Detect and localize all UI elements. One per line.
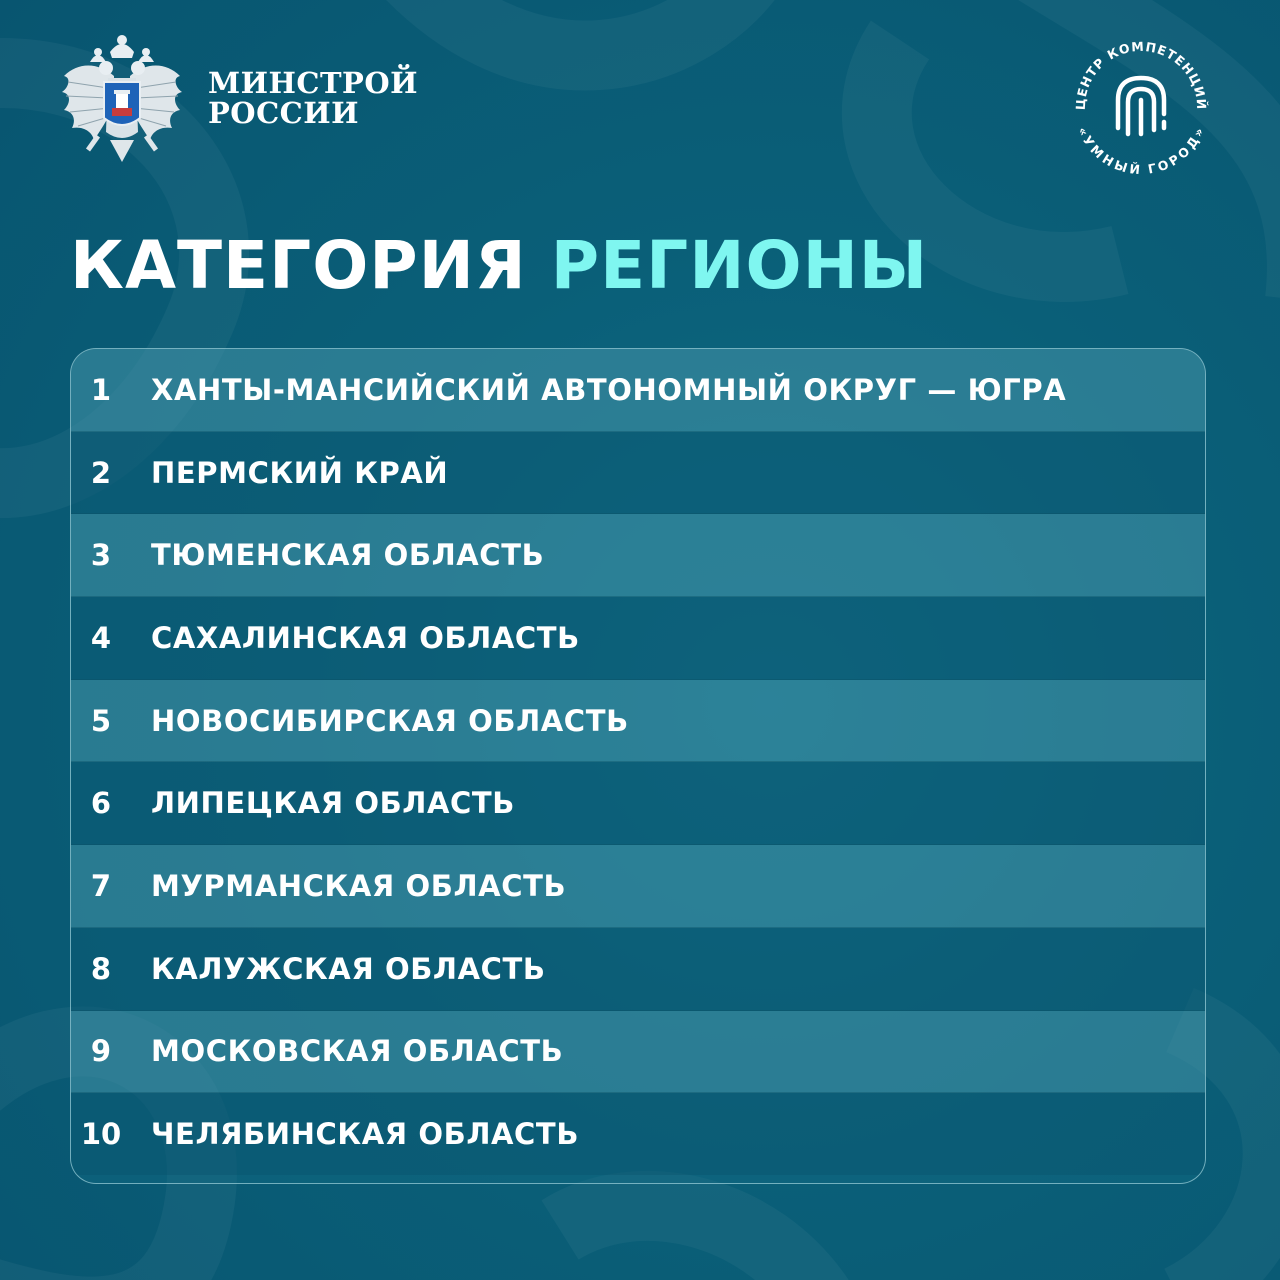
list-item bbox=[71, 845, 1205, 928]
rank-number: 3 bbox=[90, 538, 112, 573]
region-name: МУРМАНСКАЯ ОБЛАСТЬ bbox=[151, 868, 567, 903]
smart-city-fingerprint-icon bbox=[1118, 78, 1164, 134]
list-item bbox=[71, 928, 1205, 1011]
region-name: КАЛУЖСКАЯ ОБЛАСТЬ bbox=[151, 951, 546, 986]
rank-number: 10 bbox=[80, 1117, 122, 1152]
rank-number: 1 bbox=[90, 372, 112, 407]
region-name: НОВОСИБИРСКАЯ ОБЛАСТЬ bbox=[151, 703, 629, 738]
ministry-header bbox=[58, 32, 418, 170]
list-item bbox=[71, 1011, 1205, 1094]
region-name: ПЕРМСКИЙ КРАЙ bbox=[151, 455, 449, 490]
region-name: САХАЛИНСКАЯ ОБЛАСТЬ bbox=[151, 620, 580, 655]
badge-text-top: ЦЕНТР КОМПЕТЕНЦИЙ bbox=[1072, 38, 1210, 111]
rank-number: 9 bbox=[90, 1034, 112, 1069]
region-name: МОСКОВСКАЯ ОБЛАСТЬ bbox=[151, 1034, 564, 1069]
badge-text-bottom: «УМНЫЙ ГОРОД» bbox=[1074, 124, 1208, 178]
region-name: ТЮМЕНСКАЯ ОБЛАСТЬ bbox=[151, 538, 545, 573]
rank-number: 8 bbox=[90, 951, 112, 986]
rank-number: 5 bbox=[90, 703, 112, 738]
region-name: ХАНТЫ-МАНСИЙСКИЙ АВТОНОМНЫЙ ОКРУГ — ЮГРА bbox=[151, 372, 1067, 407]
smart-city-badge bbox=[1068, 34, 1214, 180]
list-item bbox=[71, 349, 1205, 432]
regions-ranking-list bbox=[70, 348, 1206, 1184]
russian-coat-of-arms-icon bbox=[58, 32, 186, 170]
title-word-regions: РЕГИОНЫ bbox=[550, 227, 929, 304]
list-item bbox=[71, 680, 1205, 763]
ministry-name-line1: МИНСТРОЙ bbox=[208, 66, 419, 100]
region-name: ЛИПЕЦКАЯ ОБЛАСТЬ bbox=[151, 786, 515, 821]
region-name: ЧЕЛЯБИНСКАЯ ОБЛАСТЬ bbox=[151, 1117, 580, 1152]
ministry-name bbox=[208, 68, 418, 128]
ministry-name-line2: РОССИИ bbox=[208, 96, 360, 130]
list-item bbox=[71, 762, 1205, 845]
list-item bbox=[71, 597, 1205, 680]
rank-number: 2 bbox=[90, 455, 112, 490]
page-title bbox=[70, 226, 928, 306]
list-item bbox=[71, 514, 1205, 597]
rank-number: 4 bbox=[90, 620, 112, 655]
list-item bbox=[71, 432, 1205, 515]
title-word-category: КАТЕГОРИЯ bbox=[70, 227, 527, 304]
rank-number: 7 bbox=[90, 868, 112, 903]
rank-number: 6 bbox=[90, 786, 112, 821]
list-item bbox=[71, 1093, 1205, 1175]
